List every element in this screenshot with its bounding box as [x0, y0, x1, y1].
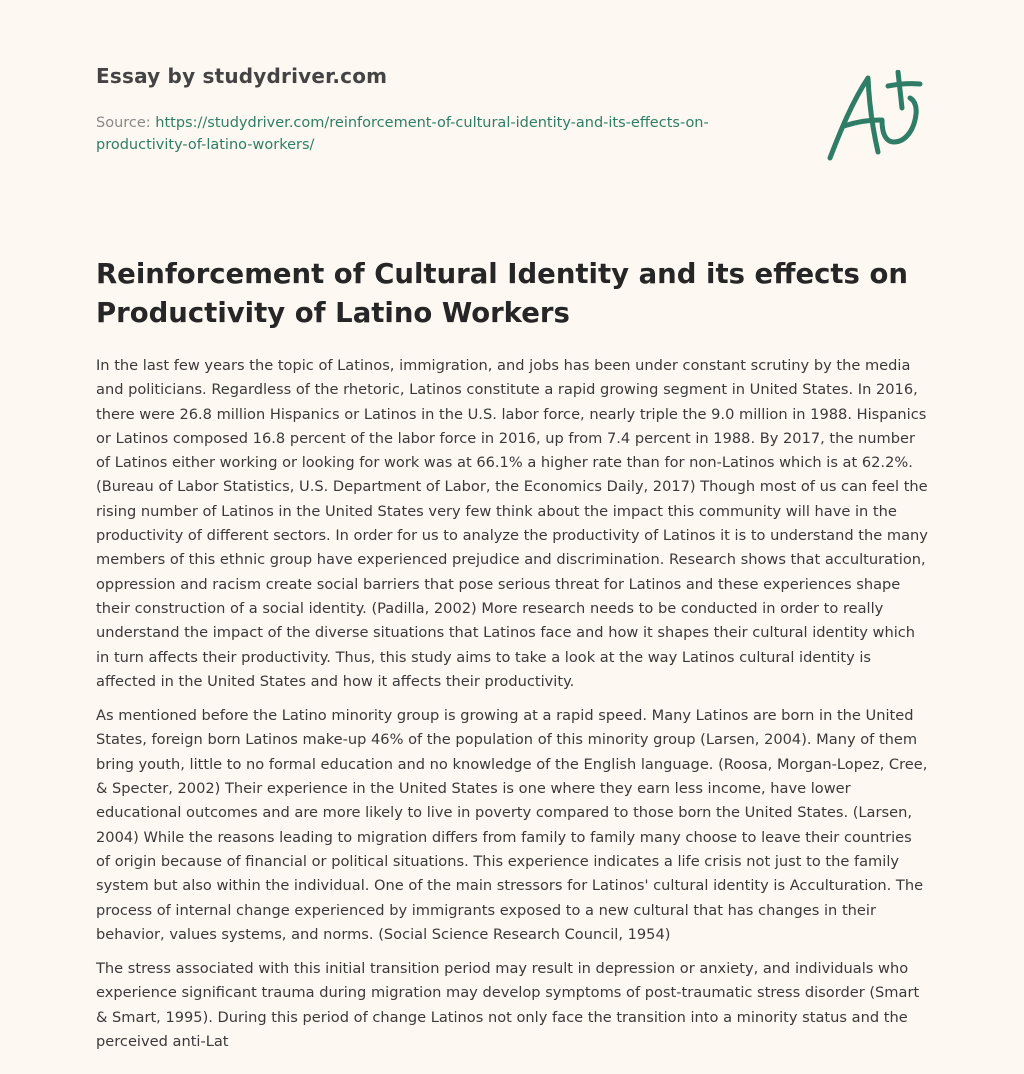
paragraph: The stress associated with this initial transition period may result in depression or anxiety, and individuals who experience significant trauma during migration may develop symptoms of post-traumatic stress disorder (Smart & Smart, 1995). During this period of change Latinos not only face the transition into a minority status and the perceived anti-Lat — [96, 960, 920, 1051]
source-label: Source: — [96, 115, 156, 131]
a-plus-logo-icon — [822, 70, 926, 162]
paragraph: In the last few years the topic of Latinos, immigration, and jobs has been under constant scrutiny by the media and politicians. Regardless of the rhetoric, Latinos constitute a rapid growing segment in United States. In 2016, there were 26.8 million Hispanics or Latinos in the U.S. labor force, nearly triple the 9.0 million in 1988. Hispanics or Latinos composed 16.8 percent of the labor force in 2016, up from 7.4 percent in 1988. By 2017, the number of Latinos either working or looking for work was at 66.1% a higher rate than for non-Latinos which is at 62.2%. (Bureau of Labor Statistics, U.S. Department of Labor, the Economics Daily, 2017) Though most of us can feel the rising number of Latinos in the United States very few think about the impact this community will have in the productivity of different sectors. In order for us to analyze the productivity of Latinos it is to understand the many members of this ethnic group have experienced prejudice and discrimination. Research shows that acculturation, oppression and racism create social barriers that pose serious threat for Latinos and these experiences shape their construction of a social identity. (Padilla, 2002) More research needs to be conducted in order to really understand the impact of the diverse situations that Latinos face and how it shapes their cultural identity which in turn affects their productivity. Thus, this study aims to take a look at the way Latinos cultural identity is affected in the United States and how it affects their productivity. — [96, 357, 928, 690]
essay-body — [96, 354, 930, 1064]
source-line — [96, 112, 756, 156]
essay-title: Reinforcement of Cultural Identity and its effects on Productivity of Latino Workers — [96, 258, 908, 329]
source-link[interactable]: https://studydriver.com/reinforcement-of-cultural-identity-and-its-effects-on-productivity-of-latino-workers/ — [96, 115, 709, 153]
site-brand: Essay by studydriver.com — [96, 64, 388, 88]
paragraph: As mentioned before the Latino minority group is growing at a rapid speed. Many Latinos are born in the United States, foreign born Latinos make-up 46% of the population of this minority group (Larsen, 2004). Many of them bring youth, little to no formal education and no knowledge of the English language. (Roosa, Morgan-Lopez, Cree, & Specter, 2002) Their experience in the United States is one where they earn less income, have lower educational outcomes and are more likely to live in poverty compared to those born the United States. (Larsen, 2004) While the reasons leading to migration differs from family to family many choose to leave their countries of origin because of financial or political situations. This experience indicates a life crisis not just to the family system but also within the individual. One of the main stressors for Latinos' cultural identity is Acculturation. The process of internal change experienced by immigrants exposed to a new cultural that has changes in their behavior, values systems, and norms. (Social Science Research Council, 1954) — [96, 707, 928, 943]
